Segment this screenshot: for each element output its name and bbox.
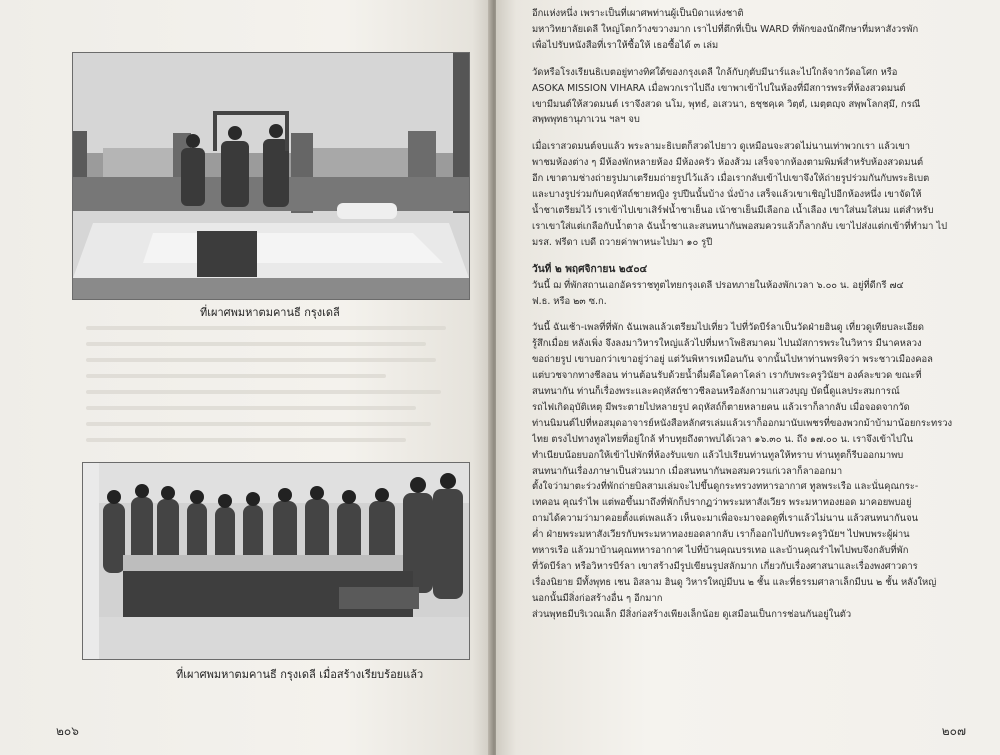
text-line: รถไฟเกิดอุบัติเหตุ มีพระตายไปหลายรูป คฤหัสถ์ก็ตายหลายคน แล้วเราก็ลากลับ เมื่อจอดจากวัด bbox=[532, 401, 910, 413]
text-line: เขามีมนต์ให้สวดมนต์ เราจึงสวด นโม, พุทธํ, อเสวนา, ธชฺชคฺเค วิตฺตํ, เมตฺตญฺจ สพฺพโลกสฺมึ, กรณี bbox=[532, 98, 921, 110]
paragraph-gap bbox=[532, 128, 980, 139]
text-line: ตั้งใจว่ามาตะร่วงที่พักถ่ายบิลสามเล่มจะไปขึ้นดูกระทรวงทหารอากาศ ทูลพระเรือ และนั่นคุณกระ- bbox=[532, 481, 919, 493]
text-line: ถามได้ความว่ามาคอยตั้งแต่เพลแล้ว เห็นจะมาเพื่อจะมาจอดดูที่เราแล้วไม่นาน แล้วสนทนากันจน bbox=[532, 513, 918, 525]
text-line: อีกแห่งหนึ่ง เพราะเป็นที่เผาศพท่านผู้เป็นบิดาแห่งชาติ bbox=[532, 8, 744, 19]
text-line: เมื่อเราสวดมนต์จบแล้ว พระลามะธิเบตก็สวดไปยาว ดูเหมือนจะสวดไม่นานเท่าพวกเรา แล้วเขา bbox=[532, 141, 911, 153]
text-line: ส่วนพุทธมีบริเวณเล็ก มีสิ่งก่อสร้างเพียงเล็กน้อย ดูเสมือนเป็นการช่อนกันอยู่ในตัว bbox=[532, 608, 852, 620]
text-line: น้ำชาเตรียมไว้ เราเข้าไปเขาเสิร์ฟน้ำชาเย็นอ เน้าชาเย็นมีเลือกอ เน้ำเลือง เขาใส่นมใส่นม แต่สำหรับ bbox=[532, 204, 934, 216]
text-line: มรส. ฟรีดา เบดี ถวายค่าพาหนะไปมา ๑๐ รูปี bbox=[532, 236, 713, 248]
faint-text-line bbox=[86, 406, 416, 410]
text-line: วันนี้ ฌ ที่พักสถานเอกอัครราชทูตไทยกรุงเดลี ปรอทภายในห้องพักเวลา ๖.๐๐ น. อยู่ที่ดีกรี ๗๔ bbox=[532, 279, 904, 291]
faint-text-line bbox=[86, 374, 386, 378]
paragraph-gap bbox=[532, 54, 980, 65]
text-line: อีก เขาตามช่างถ่ายรูปมาเตรียมถ่ายรูปไว้แล้ว เมื่อเรากลับเข้าไปเขาจึงให้ถ่ายรูปร่วมกันกับพระธิเบต bbox=[532, 173, 930, 185]
text-line: และบางรูปร่วมกับคฤหัสถ์ชายหญิง รูปปีนนั้นบ้าง นั่งบ้าง เสร็จแล้วเขาเชิญไปอีกห้องหนึ่ง เขาจัดให้ bbox=[532, 189, 922, 201]
photo-gandhi-cremation-site bbox=[72, 52, 470, 300]
text-line: สนทนากัน ท่านก็เรื่องพระและคฤหัสถ์ชาวชีลอนหรือลังกามาแสวงบุญ บัดนี้ดูแลประสมการณ์ bbox=[532, 386, 900, 398]
faint-text-line bbox=[86, 390, 441, 394]
faint-text-line bbox=[86, 358, 436, 362]
text-line: เราเขาใส่แต่เกลือกับน้ำตาล ฉันน้ำชาและสนทนากันพอสมควรแล้วก็ลากลับ เขาไปส่งแต่กเข้าที่ทำมา ไป bbox=[532, 220, 948, 232]
body-text bbox=[532, 6, 980, 623]
text-line: พาชมห้องต่าง ๆ มีห้องพักหลายห้อง มีห้องครัว ห้องส้วม เสร็จจากห้องตามพิมพ์สำหรับห้องสวดมนต์ bbox=[532, 157, 924, 169]
date-heading: วันที่ ๒ พฤศจิกายน ๒๕๐๔ bbox=[532, 263, 648, 275]
text-line: ASOKA MISSION VIHARA เมื่อพวกเราไปถึง เขาพาเข้าไปในห้องที่มีสการพระที่ห้องสวดมนต์ bbox=[532, 82, 906, 94]
text-line: ขอถ่ายรูป เขาบอกว่าเขาอยู่ว่าอยู่ แต่วันพิหารเหมือนกัน จากนั้นไปหาท่านพรหิจว่า พระชาวเมืองคอล bbox=[532, 354, 933, 366]
faint-text-line bbox=[86, 342, 426, 346]
text-line: เพื่อไปรับหนังสือที่เราให้ซื้อให้ เธอซื้อได้ ๓ เล่ม bbox=[532, 39, 719, 51]
text-line: ท่านนิมนต์ไปที่หอสมุดอาจารย์หนังสือหลักศรเล่มแล้วเราก็ออกมานับเพชรที่ของพวกม้าบ้ามาน้อยกระทรวง bbox=[532, 417, 953, 429]
photo-illustration bbox=[73, 53, 469, 299]
page-number-right: ๒๐๗ bbox=[941, 724, 966, 738]
paragraph-gap bbox=[532, 251, 980, 262]
left-page bbox=[0, 0, 492, 755]
text-line: สพฺพพุทธานุภาเวน ฯลฯ จบ bbox=[532, 114, 640, 126]
faint-text-line bbox=[86, 326, 446, 330]
text-line: วันนี้ ฉันเช้า-เพลที่ที่พัก ฉันเพลแล้วเตรียมไปเที่ยว ไปที่วัดบีร์ลาเป็นวัดฝ่ายฮินดู เที่ยวดูเทียบละเอียด bbox=[532, 322, 924, 334]
text-line: แต่บวชจากทางชีลอน ท่านต้อนรับด้วยน้ำดื่มคือโคคาโคล่า เรากับพระครูวินัยฯ องค์ละขวด ขณะที่ bbox=[532, 370, 922, 382]
text-line: ฟ.ธ. หรือ ๒๓ ซ.ก. bbox=[532, 295, 607, 307]
faint-text-line bbox=[86, 422, 431, 426]
text-line: สนทนากันเรื่องภาษาเป็นส่วนมาก เมื่อสนทนากันพอสมควรแก่เวลาก็ลาออกมา bbox=[532, 465, 843, 477]
text-line: นอกนั้นมีสิ่งก่อสร้างอื่น ๆ อีกมาก bbox=[532, 592, 663, 604]
text-line: ทำเนียบน้อยบอกให้เข้าไปพักที่ห้องรับแขก แล้วไปเรียนท่านทูลให้ทราบ ท่านทูตก็รีบออกมาพบ bbox=[532, 449, 904, 461]
paragraph-gap bbox=[532, 309, 980, 320]
text-line: ทหารเรือ แล้วมาบ้านคุณทหารอากาศ ไปที่บ้านคุณบรรเทอ และบ้านคุณรำไพไปพบจึงกลับที่พัก bbox=[532, 545, 909, 557]
text-line: วัดหรือโรงเรียนธิเบตอยู่ทางทิศใต้ของกรุงเดลี ใกล้กับกุตับมีนาร์และไปใกล้จากวัดอโศก หรือ bbox=[532, 66, 898, 78]
text-line: เทคอน คุณรำไพ แต่พอขึ้นมาถึงที่พักก็ปรากฏว่าพระมหาสังเวียร พระมหาทองยอด มาคอยพบอยู่ bbox=[532, 497, 912, 509]
faint-text-line bbox=[86, 438, 406, 442]
text-line: มหาวิทยาลัยเดลี ใหญ่โตกว้างขวางมาก เราไปที่ตึกที่เป็น WARD ที่พักของนักศึกษาที่มหาสังวรพัก bbox=[532, 23, 919, 35]
page-number-left: ๒๐๖ bbox=[56, 724, 79, 738]
text-line: ค่ำ ฝ่ายพระมหาสังเวียรกับพระมหาทองยอดลากลับ เราก็ออกไปกับพระครูวินัยฯ ไปพบพระผู้ผ่าน bbox=[532, 529, 910, 541]
text-line: รู้สึกเมื่อย หลังเพิ่ง จึงลงมาวิหารใหญ่แล้วไปที่มหาโพธิสมาคม ไปนมัสการพระในวิหาร มีนาคหลวง bbox=[532, 338, 922, 350]
text-line: ไทย ตรงไปทางทูลไทยที่อยู่ใกล้ ทำบทุยถึงตาพบได้เวลา ๑๖.๓๐ น. ถึง ๑๗.๐๐ น. เราจึงเข้าไปใน bbox=[532, 433, 913, 445]
text-line: ที่วัดบีร์ลา หรือวิหารบีร์ลา เขาสร้างมีรูปเขียนรูปสลักมาก เกี่ยวกับเรื่องศาสนาและเรื่องพงศาวดาร bbox=[532, 561, 918, 572]
right-page bbox=[496, 0, 1000, 755]
photo-illustration bbox=[83, 463, 469, 659]
photo-bottom-caption: ที่เผาศพมหาตมคานธี กรุงเดลี เมื่อสร้างเรียบร้อยแล้ว bbox=[176, 668, 424, 681]
text-line: เรื่องนิยาย มีทั้งพุทธ เชน อิสลาม ฮินดู วิหารใหญ่มีบน ๒ ชั้น และที่ธรรมศาลาเล็กมีบน ๒ ชั้น หลังใหญ่ bbox=[532, 576, 937, 588]
photo-gandhi-cremation-completed bbox=[82, 462, 470, 660]
photo-top-caption: ที่เผาศพมหาตมคานธี กรุงเดลี bbox=[200, 306, 340, 319]
